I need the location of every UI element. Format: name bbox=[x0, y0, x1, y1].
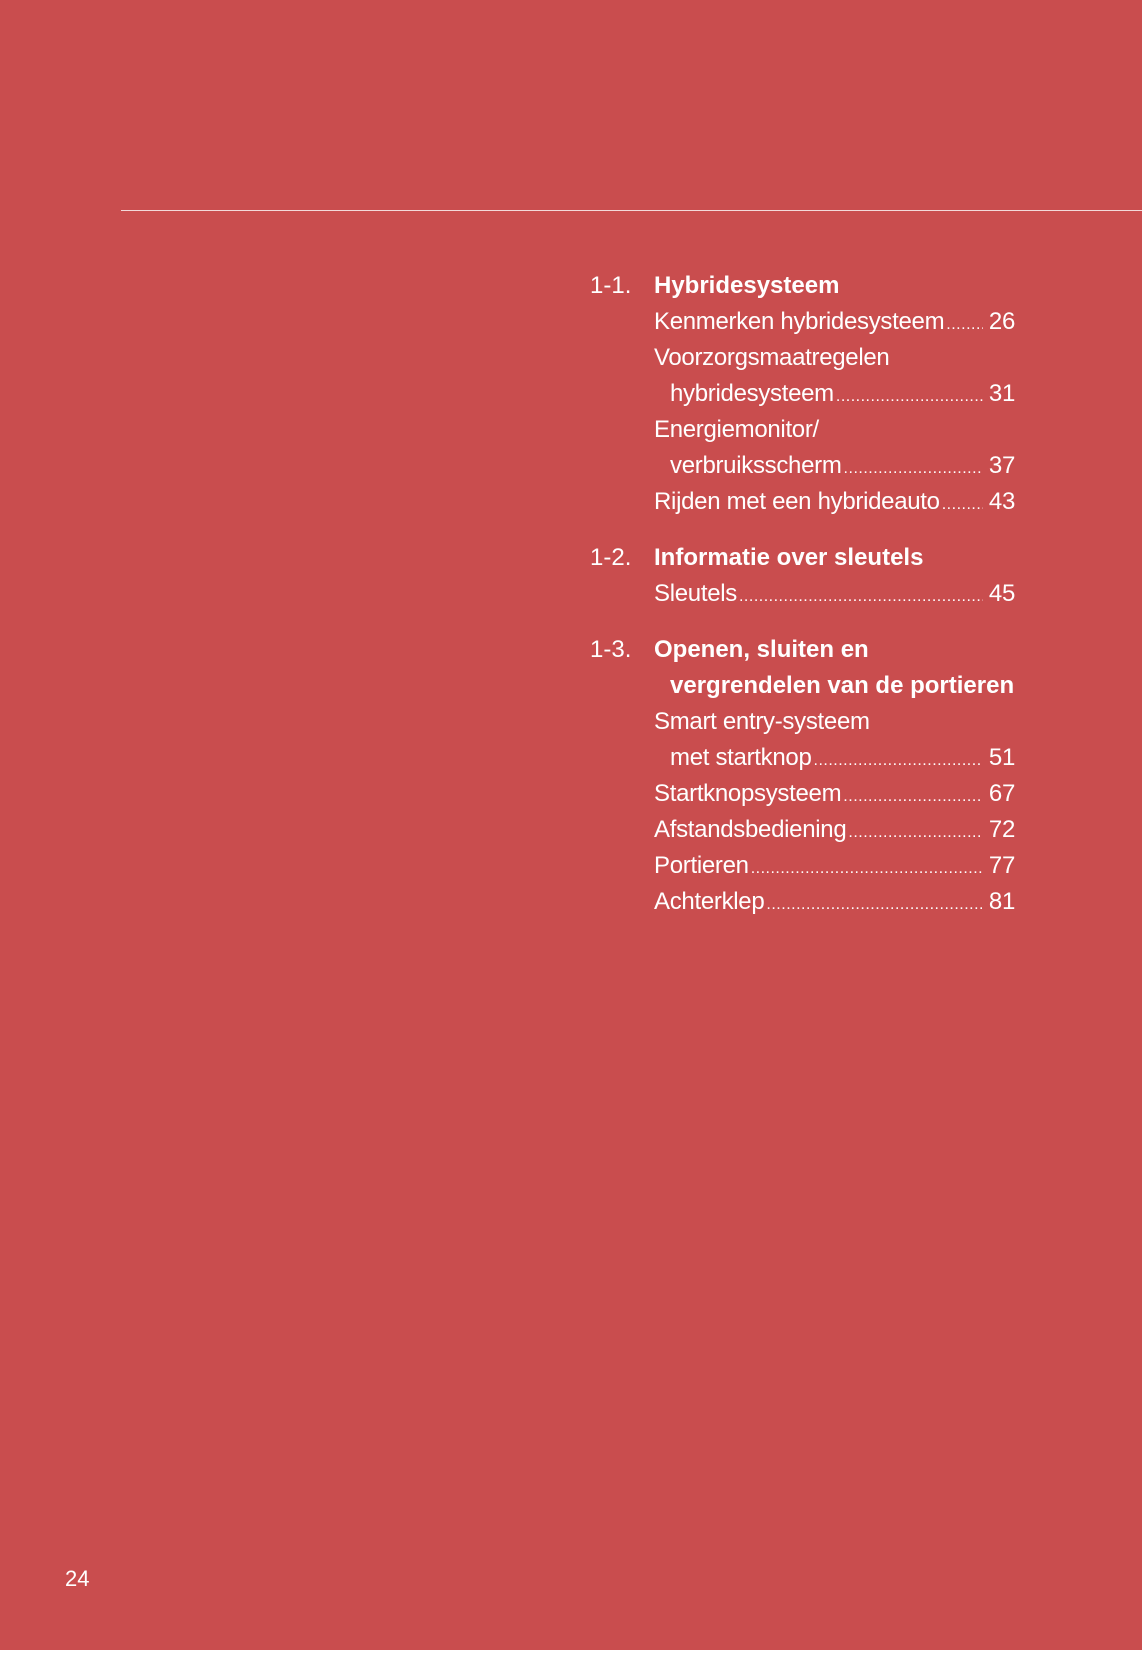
dot-leader bbox=[766, 887, 982, 923]
dot-leader bbox=[751, 851, 983, 887]
toc-entry-continuation[interactable] bbox=[590, 376, 1015, 412]
entry-title: Sleutels bbox=[654, 580, 737, 607]
entry-title: Kenmerken hybridesysteem bbox=[654, 308, 945, 335]
entry-title: Startknopsysteem bbox=[654, 780, 842, 807]
toc-entry-first-line[interactable] bbox=[590, 412, 1015, 448]
section-title[interactable]: Openen, sluiten en bbox=[654, 636, 869, 663]
section-entries bbox=[590, 304, 1015, 520]
toc-section-1-1 bbox=[590, 268, 1015, 520]
toc-section-1-3 bbox=[590, 632, 1015, 920]
entry-title: Achterklep bbox=[654, 888, 765, 915]
toc-section-1-2 bbox=[590, 540, 1015, 612]
section-heading bbox=[590, 632, 1015, 704]
section-title[interactable]: Hybridesysteem bbox=[654, 272, 840, 299]
section-entries bbox=[590, 576, 1015, 612]
toc-entry[interactable] bbox=[590, 884, 1015, 920]
section-number: 1-3. bbox=[590, 636, 632, 663]
page-bottom-edge bbox=[0, 1650, 1142, 1654]
entry-title: Portieren bbox=[654, 852, 749, 879]
entry-title: Afstandsbediening bbox=[654, 816, 847, 843]
toc-entry[interactable] bbox=[590, 484, 1015, 520]
entry-title-continued: hybridesysteem bbox=[670, 380, 834, 407]
toc-entry[interactable] bbox=[590, 576, 1015, 612]
dot-leader bbox=[739, 579, 983, 615]
entry-page-number: 81 bbox=[988, 888, 1015, 915]
section-entries bbox=[590, 704, 1015, 920]
entry-page-number: 72 bbox=[988, 816, 1015, 843]
toc-entry-continuation[interactable] bbox=[590, 448, 1015, 484]
dot-leader bbox=[942, 487, 983, 523]
entry-page-number: 51 bbox=[988, 744, 1015, 771]
toc-entry-first-line[interactable] bbox=[590, 340, 1015, 376]
toc-entry-continuation[interactable] bbox=[590, 740, 1015, 776]
entry-page-number: 31 bbox=[988, 380, 1015, 407]
toc-entry[interactable] bbox=[590, 776, 1015, 812]
section-title[interactable]: Informatie over sleutels bbox=[654, 544, 924, 571]
entry-page-number: 37 bbox=[988, 452, 1015, 479]
entry-title-continued: verbruiksscherm bbox=[670, 452, 842, 479]
entry-title: Voorzorgsmaatregelen bbox=[654, 344, 890, 371]
entry-page-number: 26 bbox=[988, 308, 1015, 335]
section-heading bbox=[590, 540, 1015, 576]
entry-title: Energiemonitor/ bbox=[654, 416, 819, 443]
section-number: 1-1. bbox=[590, 272, 632, 299]
dot-leader bbox=[844, 451, 983, 487]
entry-title-continued: met startknop bbox=[670, 744, 812, 771]
header-divider bbox=[121, 210, 1142, 211]
dot-leader bbox=[836, 379, 983, 415]
table-of-contents bbox=[590, 268, 1015, 940]
entry-page-number: 77 bbox=[988, 852, 1015, 879]
toc-entry[interactable] bbox=[590, 812, 1015, 848]
toc-entry-first-line[interactable] bbox=[590, 704, 1015, 740]
entry-page-number: 45 bbox=[988, 580, 1015, 607]
dot-leader bbox=[814, 743, 983, 779]
toc-entry[interactable] bbox=[590, 848, 1015, 884]
entry-page-number: 67 bbox=[988, 780, 1015, 807]
section-heading bbox=[590, 268, 1015, 304]
page-number: 24 bbox=[65, 1566, 90, 1591]
dot-leader bbox=[848, 815, 983, 851]
entry-title: Smart entry-systeem bbox=[654, 708, 870, 735]
toc-entry[interactable] bbox=[590, 304, 1015, 340]
dot-leader bbox=[946, 307, 983, 343]
section-number: 1-2. bbox=[590, 544, 632, 571]
section-title-continued[interactable]: vergrendelen van de portieren bbox=[670, 672, 1015, 699]
dot-leader bbox=[843, 779, 983, 815]
entry-page-number: 43 bbox=[988, 488, 1015, 515]
entry-title: Rijden met een hybrideauto bbox=[654, 488, 940, 515]
